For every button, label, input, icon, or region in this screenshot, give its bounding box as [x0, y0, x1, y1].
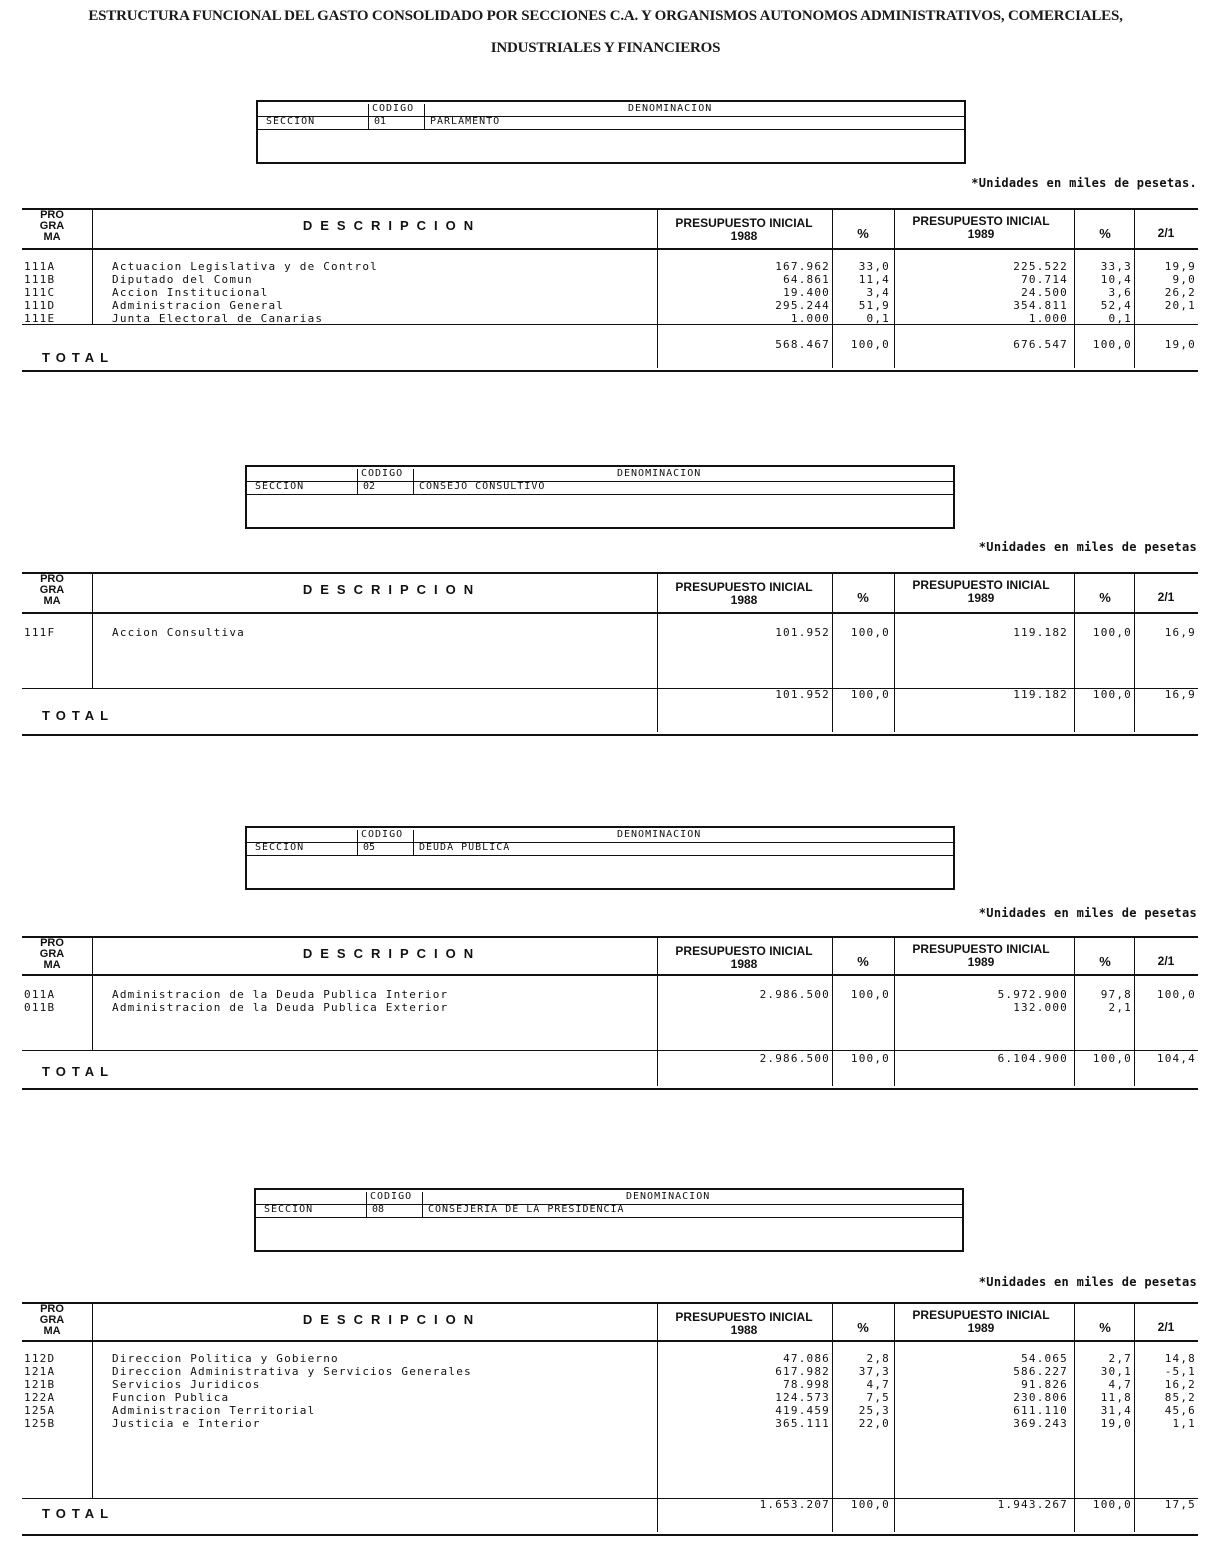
budget-1988: 617.982	[775, 1365, 830, 1378]
header-presupuesto-1988: PRESUPUESTO INICIAL 1988	[675, 944, 813, 971]
header-percent-1989: %	[1099, 590, 1111, 605]
percent-1989: 0,1	[1108, 312, 1132, 325]
table-row	[22, 299, 1198, 312]
header-presupuesto-1989: PRESUPUESTO INICIAL 1989	[912, 1308, 1050, 1335]
total-1988: 568.467	[775, 338, 830, 351]
percent-1989: 2,1	[1108, 1001, 1132, 1014]
header-presupuesto-1988: PRESUPUESTO INICIAL 1988	[675, 1310, 813, 1337]
section-code: 08	[372, 1204, 385, 1215]
box-divider	[357, 830, 358, 855]
section-header-values	[247, 842, 953, 856]
budget-table	[22, 208, 1198, 370]
table-row	[22, 988, 1198, 1001]
table-row	[22, 1001, 1198, 1014]
percent-1988: 51,9	[858, 299, 890, 312]
header-presupuesto-1989: PRESUPUESTO INICIAL 1989	[912, 214, 1050, 241]
header-programa: PRO GRA MA	[39, 1303, 65, 1337]
budget-1988: 419.459	[775, 1404, 830, 1417]
total-row	[22, 688, 1198, 701]
total-label: TOTAL	[42, 1064, 115, 1079]
budget-1988: 2.986.500	[759, 988, 830, 1001]
budget-1988: 47.086	[783, 1352, 830, 1365]
header-descripcion: DESCRIPCION	[302, 218, 482, 233]
program-code: 122A	[24, 1391, 56, 1404]
table-row	[22, 1404, 1198, 1417]
percent-1989: 11,8	[1100, 1391, 1132, 1404]
table-total-rule	[22, 1050, 1198, 1051]
percent-1989: 19,0	[1100, 1417, 1132, 1430]
codigo-label: CODIGO	[361, 829, 404, 840]
ratio-2-1: 45,6	[1164, 1404, 1196, 1417]
total-1989: 1.943.267	[997, 1498, 1068, 1511]
program-description: Accion Institucional	[112, 286, 269, 299]
budget-table	[22, 936, 1198, 1088]
program-description: Diputado del Comun	[112, 273, 253, 286]
header-programa: PRO GRA MA	[39, 209, 65, 243]
header-percent-1988: %	[857, 1320, 869, 1335]
section-name: DEUDA PUBLICA	[419, 842, 511, 853]
program-code: 111E	[24, 312, 56, 325]
percent-1989: 52,4	[1100, 299, 1132, 312]
table-bottom-rule	[22, 370, 1198, 372]
total-label: TOTAL	[42, 708, 115, 723]
percent-1988: 7,5	[866, 1391, 890, 1404]
table-header-rule	[22, 974, 1198, 976]
section-name: PARLAMENTO	[430, 116, 501, 127]
section-header-values	[258, 116, 964, 130]
total-percent-1988: 100,0	[850, 1498, 890, 1511]
codigo-label: CODIGO	[372, 103, 415, 114]
section-header-values	[247, 481, 953, 495]
percent-1989: 33,3	[1100, 260, 1132, 273]
budget-1988: 295.244	[775, 299, 830, 312]
header-percent-1988: %	[857, 226, 869, 241]
section-header-labels	[256, 1190, 962, 1205]
program-code: 121A	[24, 1365, 56, 1378]
column-divider	[657, 574, 658, 732]
total-label: TOTAL	[42, 350, 115, 365]
program-code: 011A	[24, 988, 56, 1001]
box-divider	[424, 104, 425, 129]
header-programa: PRO GRA MA	[39, 573, 65, 607]
ratio-2-1: -5,1	[1164, 1365, 1196, 1378]
table-row	[22, 1417, 1198, 1430]
total-percent-1989: 100,0	[1092, 688, 1132, 701]
budget-1989: 230.806	[1013, 1391, 1068, 1404]
table-row	[22, 273, 1198, 286]
budget-1989: 24.500	[1021, 286, 1068, 299]
program-code: 111F	[24, 626, 56, 639]
total-1989: 6.104.900	[997, 1052, 1068, 1065]
ratio-2-1: 19,9	[1164, 260, 1196, 273]
box-divider	[422, 1192, 423, 1217]
budget-1989: 5.972.900	[997, 988, 1068, 1001]
box-divider	[368, 104, 369, 129]
table-header-rule	[22, 1340, 1198, 1342]
table-row	[22, 1352, 1198, 1365]
budget-1988: 101.952	[775, 626, 830, 639]
budget-1988: 365.111	[775, 1417, 830, 1430]
header-percent-1988: %	[857, 954, 869, 969]
denominacion-label: DENOMINACION	[628, 103, 713, 114]
seccion-label: SECCION	[255, 842, 305, 853]
budget-1988: 167.962	[775, 260, 830, 273]
program-description: Junta Electoral de Canarias	[112, 312, 324, 325]
percent-1988: 37,3	[858, 1365, 890, 1378]
table-bottom-rule	[22, 734, 1198, 736]
header-presupuesto-1988: PRESUPUESTO INICIAL 1988	[675, 580, 813, 607]
budget-1989: 369.243	[1013, 1417, 1068, 1430]
percent-1988: 22,0	[858, 1417, 890, 1430]
budget-1988: 1.000	[790, 312, 830, 325]
total-label: TOTAL	[42, 1506, 115, 1521]
box-divider	[366, 1192, 367, 1217]
codigo-label: CODIGO	[370, 1191, 413, 1202]
program-code: 011B	[24, 1001, 56, 1014]
ratio-2-1: 20,1	[1164, 299, 1196, 312]
denominacion-label: DENOMINACION	[617, 829, 702, 840]
header-ratio: 2/1	[1157, 954, 1175, 968]
header-percent-1988: %	[857, 590, 869, 605]
percent-1989: 30,1	[1100, 1365, 1132, 1378]
ratio-2-1: 16,2	[1164, 1378, 1196, 1391]
budget-1988: 78.998	[783, 1378, 830, 1391]
program-code: 121B	[24, 1378, 56, 1391]
program-description: Direccion Politica y Gobierno	[112, 1352, 339, 1365]
program-code: 125A	[24, 1404, 56, 1417]
percent-1989: 31,4	[1100, 1404, 1132, 1417]
units-note: *Unidades en miles de pesetas	[978, 1275, 1197, 1289]
total-1988: 101.952	[775, 688, 830, 701]
header-programa: PRO GRA MA	[39, 937, 65, 971]
program-code: 111B	[24, 273, 56, 286]
ratio-2-1: 1,1	[1172, 1417, 1196, 1430]
table-row	[22, 626, 1198, 639]
section-code: 01	[374, 116, 387, 127]
program-code: 112D	[24, 1352, 56, 1365]
seccion-label: SECCION	[266, 116, 316, 127]
section-header-box	[245, 826, 955, 890]
program-description: Administracion Territorial	[112, 1404, 316, 1417]
percent-1988: 100,0	[850, 988, 890, 1001]
total-1989: 119.182	[1013, 688, 1068, 701]
table-top-rule	[22, 572, 1198, 574]
ratio-2-1: 100,0	[1156, 988, 1196, 1001]
header-ratio: 2/1	[1157, 1320, 1175, 1334]
section-code: 02	[363, 481, 376, 492]
document-title-line-2: INDUSTRIALES Y FINANCIEROS	[490, 40, 721, 56]
table-top-rule	[22, 208, 1198, 210]
total-1988: 2.986.500	[759, 1052, 830, 1065]
table-row	[22, 286, 1198, 299]
header-presupuesto-1989: PRESUPUESTO INICIAL 1989	[912, 942, 1050, 969]
program-description: Servicios Juridicos	[112, 1378, 261, 1391]
table-row	[22, 1378, 1198, 1391]
section-header-box	[256, 100, 966, 164]
ratio-2-1: 26,2	[1164, 286, 1196, 299]
box-divider	[413, 830, 414, 855]
budget-1989: 1.000	[1028, 312, 1068, 325]
total-1989: 676.547	[1013, 338, 1068, 351]
budget-1988: 124.573	[775, 1391, 830, 1404]
section-code: 05	[363, 842, 376, 853]
total-row	[22, 1052, 1198, 1065]
percent-1988: 33,0	[858, 260, 890, 273]
budget-1989: 119.182	[1013, 626, 1068, 639]
denominacion-label: DENOMINACION	[626, 1191, 711, 1202]
total-percent-1988: 100,0	[850, 688, 890, 701]
budget-1989: 611.110	[1013, 1404, 1068, 1417]
percent-1989: 10,4	[1100, 273, 1132, 286]
budget-1988: 64.861	[783, 273, 830, 286]
budget-1989: 54.065	[1021, 1352, 1068, 1365]
budget-1989: 132.000	[1013, 1001, 1068, 1014]
table-header-rule	[22, 248, 1198, 250]
program-description: Administracion General	[112, 299, 285, 312]
budget-1989: 354.811	[1013, 299, 1068, 312]
total-ratio: 19,0	[1164, 338, 1196, 351]
table-row	[22, 260, 1198, 273]
total-percent-1989: 100,0	[1092, 1498, 1132, 1511]
program-description: Actuacion Legislativa y de Control	[112, 260, 378, 273]
program-description: Justicia e Interior	[112, 1417, 261, 1430]
program-code: 111D	[24, 299, 56, 312]
program-code: 111C	[24, 286, 56, 299]
percent-1988: 100,0	[850, 626, 890, 639]
percent-1988: 25,3	[858, 1404, 890, 1417]
ratio-2-1: 9,0	[1172, 273, 1196, 286]
program-code: 111A	[24, 260, 56, 273]
total-ratio: 104,4	[1156, 1052, 1196, 1065]
section-header-box	[254, 1188, 964, 1252]
ratio-2-1: 14,8	[1164, 1352, 1196, 1365]
units-note: *Unidades en miles de pesetas	[978, 540, 1197, 554]
percent-1988: 11,4	[858, 273, 890, 286]
units-note: *Unidades en miles de pesetas	[978, 906, 1197, 920]
budget-table	[22, 572, 1198, 734]
percent-1989: 100,0	[1092, 626, 1132, 639]
section-header-values	[256, 1204, 962, 1218]
total-1988: 1.653.207	[759, 1498, 830, 1511]
budget-1989: 91.826	[1021, 1378, 1068, 1391]
header-percent-1989: %	[1099, 954, 1111, 969]
table-row	[22, 1391, 1198, 1404]
box-divider	[357, 469, 358, 494]
header-descripcion: DESCRIPCION	[302, 582, 482, 597]
percent-1988: 4,7	[866, 1378, 890, 1391]
column-divider	[894, 574, 895, 732]
percent-1989: 2,7	[1108, 1352, 1132, 1365]
percent-1988: 0,1	[866, 312, 890, 325]
denominacion-label: DENOMINACION	[617, 468, 702, 479]
table-row	[22, 1365, 1198, 1378]
percent-1988: 2,8	[866, 1352, 890, 1365]
section-name: CONSEJO CONSULTIVO	[419, 481, 546, 492]
budget-1989: 70.714	[1021, 273, 1068, 286]
header-presupuesto-1988: PRESUPUESTO INICIAL 1988	[675, 216, 813, 243]
budget-table	[22, 1302, 1198, 1534]
table-header-rule	[22, 612, 1198, 614]
table-row	[22, 312, 1198, 325]
seccion-label: SECCION	[255, 481, 305, 492]
document-title-line-1: ESTRUCTURA FUNCIONAL DEL GASTO CONSOLIDADO POR SECCIONES C.A. Y ORGANISMOS AUTONOMOS ADMINISTRATIVOS, COMERCIALES,	[88, 8, 1123, 24]
section-header-labels	[258, 102, 964, 117]
budget-1989: 225.522	[1013, 260, 1068, 273]
total-ratio: 16,9	[1164, 688, 1196, 701]
percent-1989: 4,7	[1108, 1378, 1132, 1391]
budget-1988: 19.400	[783, 286, 830, 299]
header-ratio: 2/1	[1157, 590, 1175, 604]
total-percent-1988: 100,0	[850, 1052, 890, 1065]
percent-1989: 3,6	[1108, 286, 1132, 299]
total-percent-1989: 100,0	[1092, 1052, 1132, 1065]
section-header-box	[245, 465, 955, 529]
section-header-labels	[247, 828, 953, 843]
program-description: Direccion Administrativa y Servicios Generales	[112, 1365, 472, 1378]
program-code: 125B	[24, 1417, 56, 1430]
percent-1988: 3,4	[866, 286, 890, 299]
table-top-rule	[22, 936, 1198, 938]
program-description: Funcion Publica	[112, 1391, 230, 1404]
box-divider	[413, 469, 414, 494]
header-presupuesto-1989: PRESUPUESTO INICIAL 1989	[912, 578, 1050, 605]
percent-1989: 97,8	[1100, 988, 1132, 1001]
header-descripcion: DESCRIPCION	[302, 1312, 482, 1327]
section-name: CONSEJERIA DE LA PRESIDENCIA	[428, 1204, 625, 1215]
total-percent-1989: 100,0	[1092, 338, 1132, 351]
program-description: Administracion de la Deuda Publica Exterior	[112, 1001, 449, 1014]
codigo-label: CODIGO	[361, 468, 404, 479]
seccion-label: SECCION	[264, 1204, 314, 1215]
total-ratio: 17,5	[1164, 1498, 1196, 1511]
table-top-rule	[22, 1302, 1198, 1304]
total-row	[22, 338, 1198, 351]
header-ratio: 2/1	[1157, 226, 1175, 240]
header-percent-1989: %	[1099, 1320, 1111, 1335]
header-descripcion: DESCRIPCION	[302, 946, 482, 961]
program-description: Administracion de la Deuda Publica Interior	[112, 988, 449, 1001]
ratio-2-1: 85,2	[1164, 1391, 1196, 1404]
total-percent-1988: 100,0	[850, 338, 890, 351]
table-bottom-rule	[22, 1088, 1198, 1090]
units-note: *Unidades en miles de pesetas.	[971, 176, 1197, 190]
table-bottom-rule	[22, 1534, 1198, 1536]
header-percent-1989: %	[1099, 226, 1111, 241]
program-description: Accion Consultiva	[112, 626, 245, 639]
budget-1989: 586.227	[1013, 1365, 1068, 1378]
section-header-labels	[247, 467, 953, 482]
ratio-2-1: 16,9	[1164, 626, 1196, 639]
total-row	[22, 1498, 1198, 1511]
